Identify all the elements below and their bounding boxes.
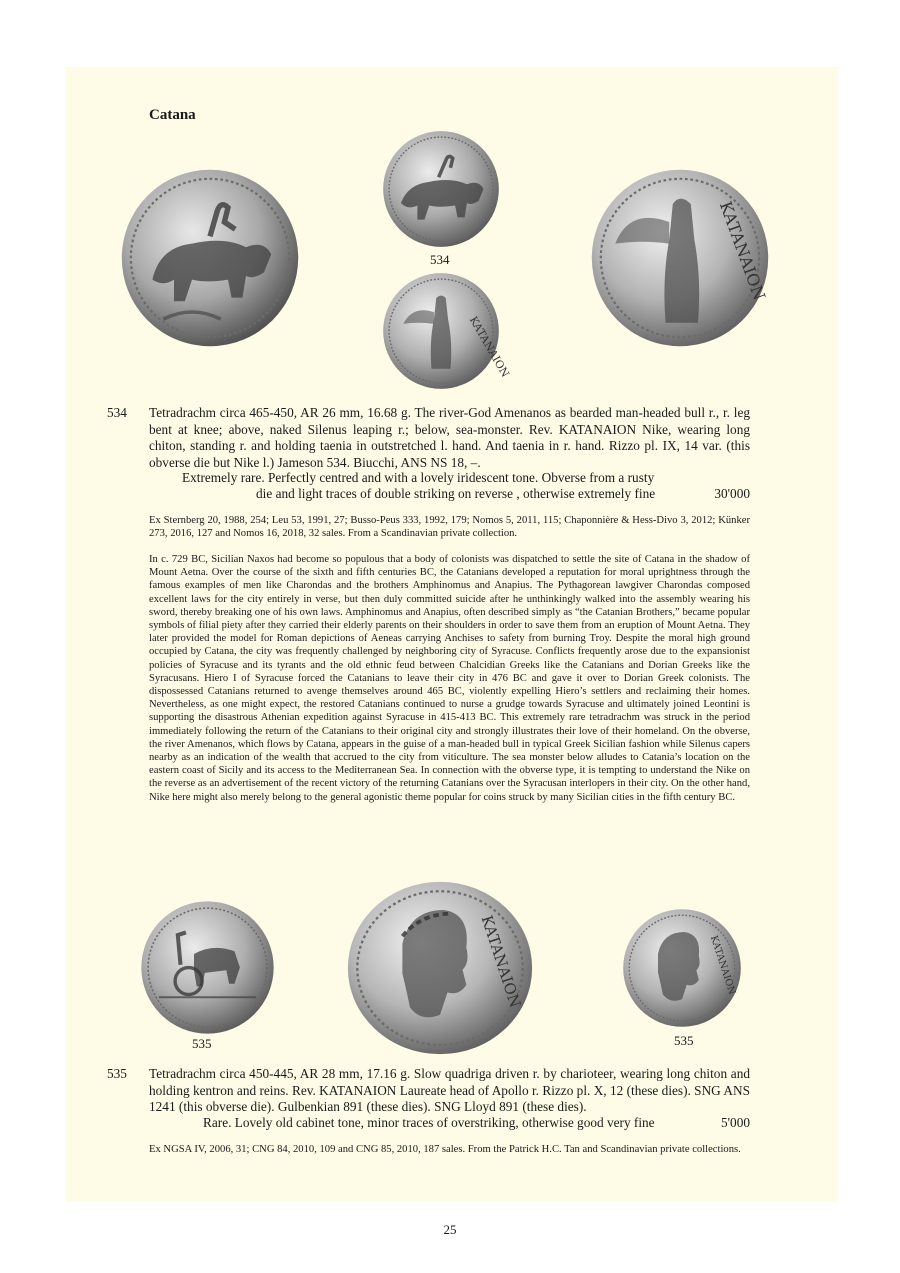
lot-534-description: Tetradrachm circa 465-450, AR 26 mm, 16.68 g. The river-God Amenanos as bearded man-headed bull r., r. leg bent at knee; above, naked Silenus leaping r.; below, sea-monster. Rev. KATANAION Nike, wearing long chiton, standing r. and holding taenia in outstretched l. hand. And taenia in r. hand. Rizzo pl. IX, 14 var. (this obverse die but Nike l.) Jameson 534. Biucchi, ANS NS 18, –. xyxy=(149,405,750,470)
image-label-535-obverse: 535 xyxy=(192,1036,212,1051)
coin-535-obverse xyxy=(140,900,275,1035)
lot-534-condition-line1: Extremely rare. Perfectly centred and with a lovely iridescent tone. Obverse from a rusty xyxy=(182,470,655,485)
lot-number-534: 534 xyxy=(107,405,127,420)
lot-535-price: 5'000 xyxy=(721,1115,750,1130)
coin-legend-535-large: KATANAION xyxy=(477,913,525,1010)
coin-534-obverse-small xyxy=(382,130,500,248)
coin-legend-534-large: KATANAION xyxy=(715,198,770,303)
coin-legend-535-small: KATANAION xyxy=(707,934,738,997)
page-number: 25 xyxy=(443,1222,457,1237)
section-title: Catana xyxy=(149,107,196,123)
image-label-535-reverse: 535 xyxy=(674,1033,694,1048)
coin-535-reverse-large xyxy=(346,880,534,1056)
lot-534-provenance: Ex Sternberg 20, 1988, 254; Leu 53, 1991, 27; Busso-Peus 333, 1992, 179; Nomos 5, 2011, 115; Chaponnière & Hess-Divo 3, 2012; Künker 273, 2016, 127 and Nomos 16, 2018, 32 sales. From a Scandinavian private collection. xyxy=(149,515,750,539)
lot-535-provenance: Ex NGSA IV, 2006, 31; CNG 84, 2010, 109 and CNG 85, 2010, 187 sales. From the Patrick H.C. Tan and Scandinavian private collections. xyxy=(149,1144,741,1155)
lot-number-535: 535 xyxy=(107,1066,127,1081)
lot-534-condition-line2: die and light traces of double striking on reverse , otherwise extremely fine xyxy=(256,486,656,501)
coin-legend-534-small: KATANAION xyxy=(466,314,512,380)
image-label-534: 534 xyxy=(430,252,450,267)
coin-535-reverse-small xyxy=(622,908,742,1028)
lot-535-description: Tetradrachm circa 450-445, AR 28 mm, 17.16 g. Slow quadriga driven r. by charioteer, wearing long chiton and holding kentron and reins. Rev. KATANAION Laureate head of Apollo r. Rizzo pl. X, 12 (these dies). SNG ANS 1241 (this obverse die). Gulbenkian 891 (these dies). SNG Lloyd 891 (these dies). xyxy=(149,1066,750,1114)
coin-534-obverse-large xyxy=(120,168,300,348)
lot-534-essay: In c. 729 BC, Sicilian Naxos had become so populous that a body of colonists was dispatched to settle the site of Catana in the shadow of Mount Aetna. Over the course of the sixth and fifth centuries BC, the Catanians developed a reputation for moral uprightness through the famous examples of men like Charondas and the brothers Amphinomus and Anapius. The Pythagorean lawgiver Charondas composed excellent laws for the city entirely in verse, but then duly committed suicide after he unthinkingly walked into the assembly wearing his sword, thereby breaking one of his own laws. Amphinomus and Anapius, often described simply as “the Catanian Brothers,” became popular symbols of filial piety after they carried their elderly parents on their shoulders in order to save them from an eruption of Mount Aetna. They later provided the model for Roman depictions of Aeneas carrying Anchises to safety from burning Troy. Despite the moral high ground occupied by Catana, the city was frequently challenged by neighboring city of Syracuse. Conflicts frequently arose due to the expansionist policies of Syracuse and its tyrants and the old ethnic feud between Chalcidian Greeks like the Catanians and Dorian Greeks like the Syracusans. Hiero I of Syracuse forced the Catanians to leave their city in 476 BC and gave it over to Dorian Greek colonists. The dispossessed Catanians returned to avenge themselves around 465 BC, violently expelling Hiero’s settlers and reclaiming their homes. Nevertheless, as one might expect, the restored Catanians continued to nurse a grudge towards Syracuse and ultimately joined Leontini is supporting the disastrous Athenian expedition against Syracuse in 415-413 BC. This extremely rare tetradrachm was struck in the period immediately following the return of the Catanians to their original city and strongly illustrates their love of their homeland. On the obverse, the river Amenanos, which flows by Catana, appears in the guise of a man-headed bull in typical Greek Sicilian fashion while Silenus capers nearby as an indication of the wealth that accrued to the city from viticulture. The sea monster below alludes to Catania’s location on the eastern coast of Sicily and its access to the Mediterranean Sea. In connection with the obverse type, it is tempting to understand the Nike on the reverse as an advertisement of the recent victory of the returning Catanians over the Syracusan interlopers in their city. On the other hand, Nike here might also merely belong to the general agonistic theme popular for coins struck by many Sicilian cities in the fifth century BC. xyxy=(149,554,750,803)
lot-534-price: 30'000 xyxy=(714,486,750,501)
lot-535-condition: Rare. Lovely old cabinet tone, minor traces of overstriking, otherwise good very fine xyxy=(203,1115,655,1130)
coin-534-reverse-large xyxy=(590,168,770,348)
coin-534-reverse-small xyxy=(382,272,512,390)
